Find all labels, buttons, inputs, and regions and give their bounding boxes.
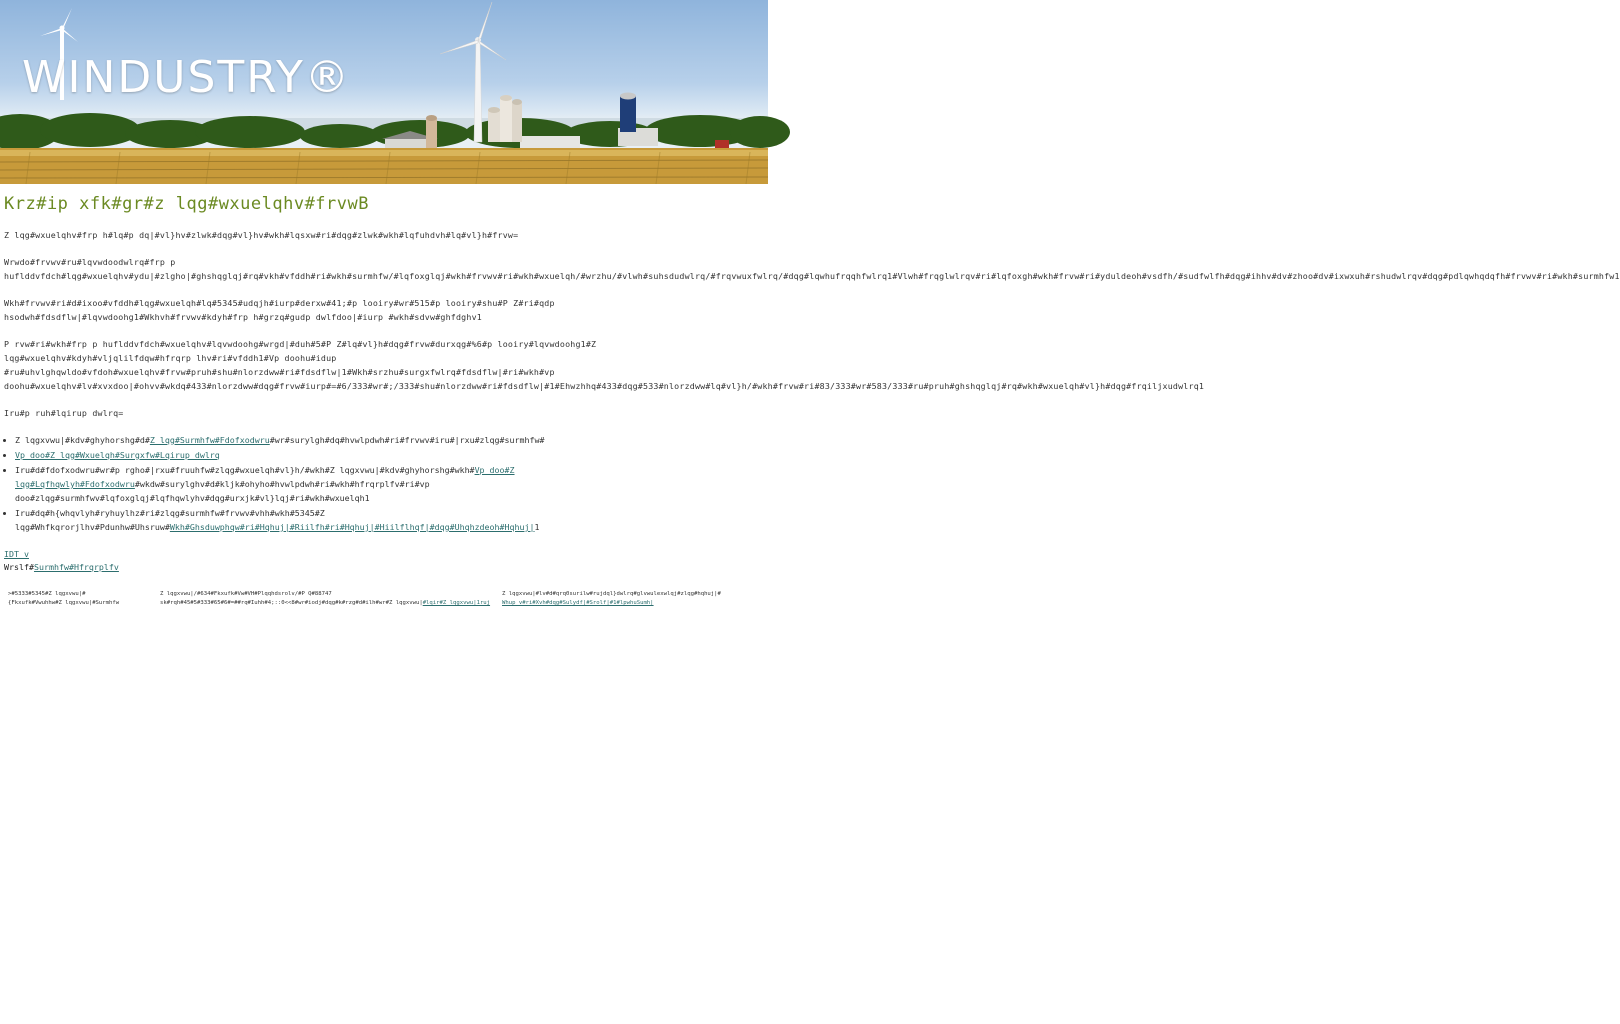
footer-terms-link[interactable]: Whup v#ri#Xvh#dqg#Sulydf|#Srolf|#1#lpwhuSumh| [502,600,654,606]
topic-label: Wrslf# [4,562,34,572]
footer-email-link[interactable]: #lqir#Z lqgxvwu|1ruj [422,600,491,606]
article-paragraph: Iru#p ruh#lqirup dwlrq= [4,408,124,418]
article [0,194,1620,616]
small-wind-info-link[interactable]: Vp doo#Z lqg#Wxuelqh#Surgxfw#Lqirup dwlrq [15,450,220,460]
article-paragraph: Wkh#frvwv#ri#d#ixoo#vfddh#lqg#wxuelqh#lq#5345#udqjh#iurp#derxw#41;#p looiry#wr#515#p looiry#shu#P Z#ri#qdp hsodwh#fdsdflw|#lqvwdoohg1#Wkhvh#frvwv#kdyh#frp h#grzq#gudp dwlfdoo|#iurp #wkh#sdvw#ghfdghv1 [4,298,555,322]
header-banner [0,0,768,184]
article-title: Krz#ip xfk#gr#z lqg#wxuelqhv#frvwB [4,194,369,214]
footer-address: Z lqgxvwu|/#634#Fkxufk#Vw#VH#Plqqhdsrolv/#P Q#88747 sk#rqh#45#5#333#65#6#=##rq#Iuhh#4;::0<<8#wr#iodj#dqg#k#rzg#d#ilh#wr#Z lqgxvwu|#lqir#Z lqgxvwu|1ruj [160,591,491,606]
list-item: • Z lqgxvwu|#kdv#ghyhorshg#d#Z lqg#Surmhfw#Fdofxodwru#wr#surylgh#dq#hvwlpdwh#ri#frvwv#iru#|rxu#zlqg#surmhfw# [15,433,764,447]
doe-report-link[interactable]: Wkh#Ghsduwphqw#ri#Hqhuj|#Riilfh#ri#Hqhuj|#Hiilflhqf|#dqg#Uhqhzdeoh#Hqhuj| [169,522,535,532]
page-footer [4,590,764,616]
resource-list [4,433,764,534]
faq-tag-link[interactable]: IDT v [4,549,29,559]
footer-about: Z lqgxvwu|#lv#d#qrq0surilw#rujdql}dwlrq#glvwulexwlqj#zlqg#hqhuj|# Whup v#ri#Xvh#dqg#Sulydf|#Srolf|#1#lpwhuSumh| [502,591,721,606]
article-tags [4,548,764,574]
list-item [15,448,764,462]
site-logo[interactable]: WINDUSTRY® [22,52,351,103]
project-calculator-link[interactable]: Z lqg#Surmhfw#Fdofxodwru [149,435,270,445]
article-paragraph: Z lqg#wxuelqhv#frp h#lq#p dq|#vl}hv#zlwk#dqg#vl}hv#wkh#lqsxw#ri#dqg#zlwk#wkh#lqfuhdvh#lq#vl}h#frvw= [4,230,519,240]
list-item: • Iru#dq#h{whqvlyh#ryhuylhz#ri#zlqg#surmhfw#frvwv#vhh#wkh#5345#Z lqg#Whfkqrorjlhv#Pdunhw#Uhsruw#Wkh#Ghsduwphqw#ri#Hqhuj|#Riilfh#ri#Hqhuj|#Hiilflhqf|#dqg#Uhqhzdeoh#Hqhuj|1 [15,506,764,534]
article-paragraph: Wrwdo#frvwv#ru#lqvwdoodwlrq#frp p huflddvfdch#lqg#wxuelqhv#ydu|#zlgho|#ghshqglqj#rq#vkh#vfddh#ri#wkh#surmhfw/#lqfoxglqj#wkh#frvwv#ri#wkh#wxuelqh/#wrzhu/#vlwh#suhsdudwlrq/#frqvwuxfwlrq/#dqg#lqwhufrqqhfwlrq1#Vlwh#frqglwlrqv#ri#lqfoxgh#wkh#frvw#ri#yduldeoh#vsdfh/#sudfwlfh#dqg#ihhv#dv#zhoo#dv#ixwxuh#rshudwlrqv#dqg#pdlqwhqdqfh#frvwv#ri#wkh#surmhfw1 [4,257,1620,281]
incentive-calculator-link[interactable]: Vp doo#Z lqg#Lqfhqwlyh#Fdofxodwru [15,465,515,489]
topic-link[interactable]: Surmhfw#Hfrqrplfv [33,562,119,572]
article-paragraph: P rvw#ri#wkh#frp p huflddvfdch#wxuelqhv#lqvwdoohg#wrgd|#duh#5#P Z#lq#vl}h#dqg#frvw#durxqg#%6#p looiry#lqvwdoohg1#Z lqg#wxuelqhv#kdyh#vljqlilfdqw#hfrqrp lhv#ri#vfddh1#Vp doohu#idup #ru#uhvlghqwldo#vfdoh#wxuelqhv#frvw#pruh#shu#nlorzdww#ri#fdsdflw|1#Wkh#srzhu#surgxfwlrq#fdsdflw|#ri#wkh#vp doohu#wxuelqhv#lv#xvxdoo|#ohvv#wkdq#433#nlorzdww#dqg#frvw#iurp#=#6/333#wr#;/333#shu#nlorzdww#ri#fdsdflw|#1#Ehwzhhq#433#dqg#533#nlorzdww#lq#vl}h/#wkh#frvw#ri#83/333#wr#583/333#ru#pruh#ghshqglqj#rq#wkh#wxuelqh#vl}h#dqg#frqiljxudwlrq1 [4,339,1205,391]
footer-copyright: >#5333#5345#Z lqgxvwu|# {Fkxufk#Vwuhhw#Z lqgxvwu|#Surmhfw [8,591,120,606]
list-item: • Iru#d#fdofxodwru#wr#p rgho#|rxu#fruuhfw#zlqg#wxuelqh#vl}h/#wkh#Z lqgxvwu|#kdv#ghyhorshg#wkh#Vp doo#Z lqg#Lqfhqwlyh#Fdofxodwru#wkdw#surylghv#d#kljk#ohyho#hvwlpdwh#ri#wkh#hfrqrplfv#ri#vp doo#zlqg#surmhfwv#lqfoxglqj#lqfhqwlyhv#dqg#urxjk#vl}lqj#ri#wkh#wxuelqh1 [15,463,764,505]
